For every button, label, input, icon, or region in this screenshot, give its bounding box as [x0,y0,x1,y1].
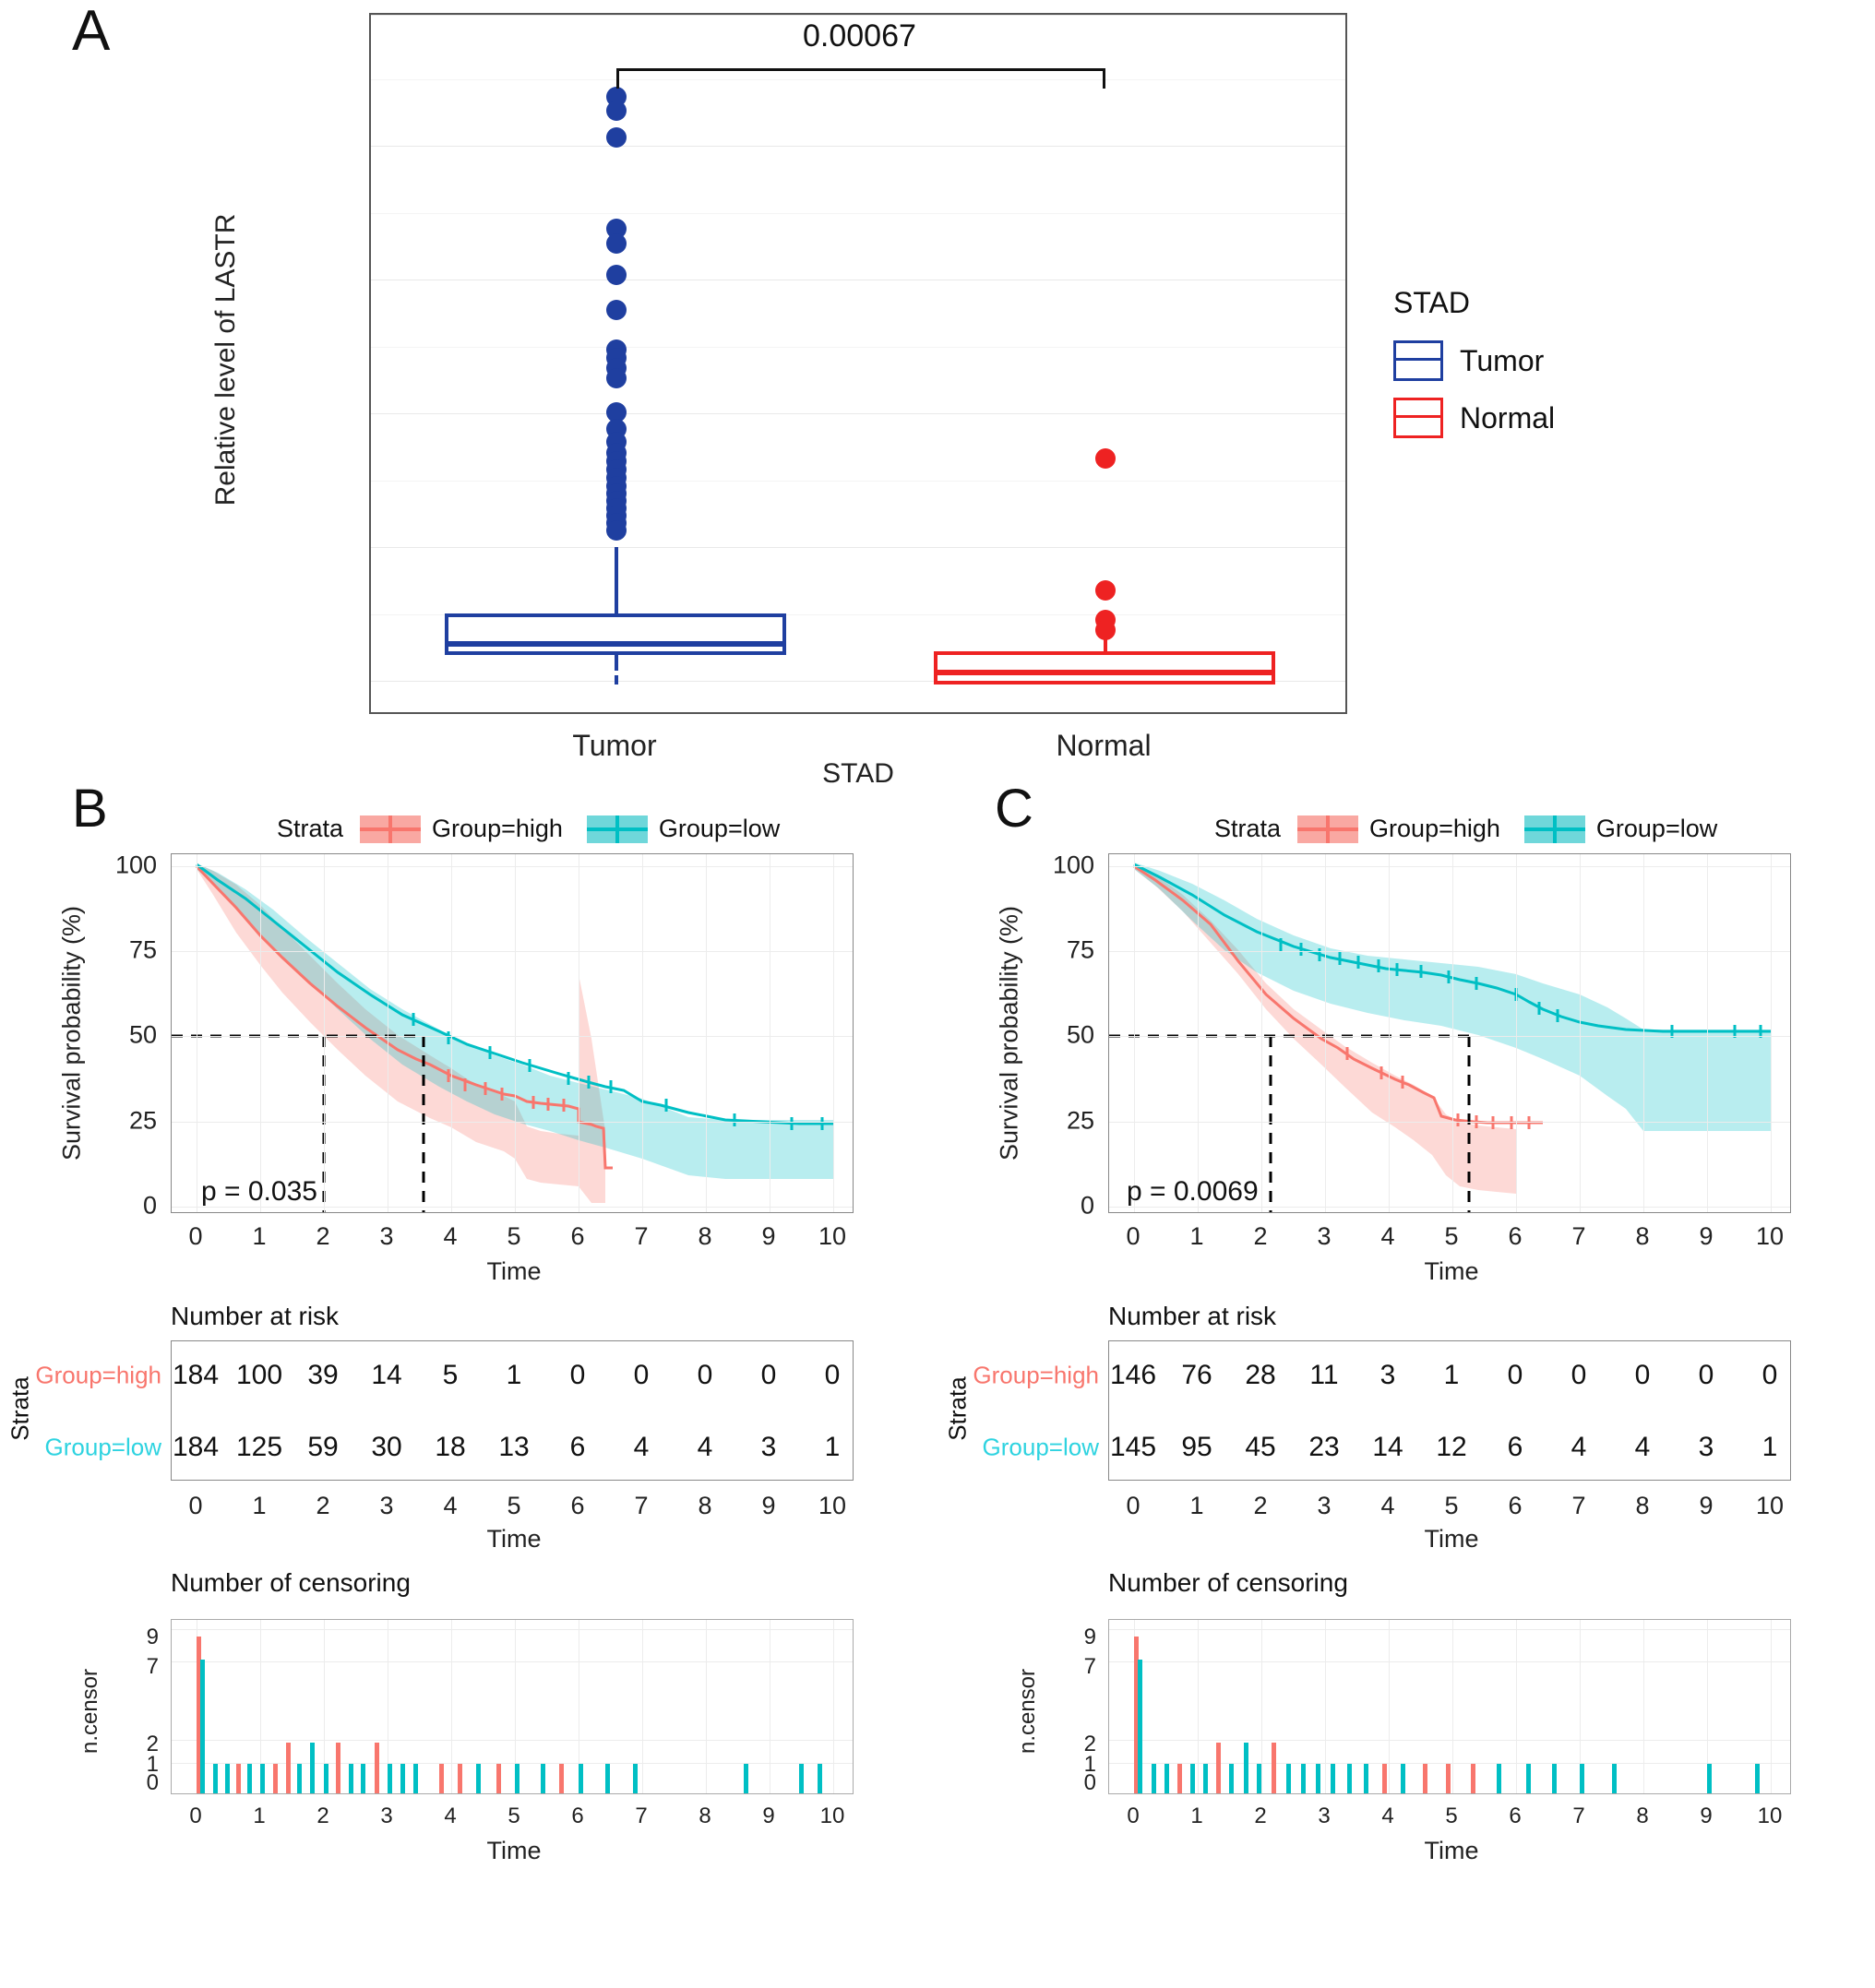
panel-b-risk-xtick-6: 6 [570,1492,585,1519]
panel-c-risk-row-label-low: Group=low [982,1433,1099,1461]
censor-bar [213,1764,218,1793]
panel-b-censor-xtick-5: 5 [508,1803,520,1828]
legend-title: STAD [1393,286,1470,319]
panel-b-survival [0,779,938,1988]
risk-cell: 125 [235,1432,283,1462]
censor-bar [1257,1764,1261,1793]
panel-c-censor-ytick-7: 7 [1083,1654,1096,1679]
panel-b-risk-x-axis-label: Time [486,1525,542,1553]
panel-b-censor-y-axis-label: n.censor [78,1668,102,1755]
panel-c-censor-x-axis-label: Time [1424,1837,1479,1864]
panel-c-risk-xtick-9: 9 [1699,1492,1714,1519]
panel-b-censoring-title: Number of censoring [171,1568,411,1597]
censor-bar [200,1660,205,1793]
panel-b-censoring-plot [171,1619,854,1794]
panel-b-curves [172,854,853,1212]
censor-bar [1331,1764,1335,1793]
legend-item-group-low[interactable] [587,815,780,843]
panel-a-plot-area [369,13,1347,714]
normal-median-line [934,670,1275,675]
censor-bar [633,1764,638,1793]
risk-cell: 184 [172,1432,220,1462]
risk-cell: 23 [1308,1432,1340,1462]
tumor-outlier [606,368,627,388]
panel-c-censoring-plot [1108,1619,1791,1794]
panel-c-xtick-0: 0 [1126,1222,1141,1250]
legend-item-normal[interactable] [1393,398,1555,438]
panel-c-risk-xtick-5: 5 [1444,1492,1459,1519]
legend-key-normal-icon [1393,398,1443,438]
panel-b-risk-xtick-0: 0 [188,1492,203,1519]
panel-b-risk-xtick-8: 8 [698,1492,712,1519]
panel-c-ytick-75: 75 [1066,935,1094,964]
tumor-outlier [606,233,627,254]
censor-bar [1526,1764,1531,1793]
censor-bar [559,1764,564,1793]
panel-b-censor-ytick-7: 7 [146,1654,159,1679]
censor-bar [1497,1764,1501,1793]
censor-bar [1216,1743,1221,1793]
panel-c-censor-ytick-1: 1 [1083,1752,1096,1777]
legend-label-normal: Normal [1460,400,1556,435]
panel-c-x-axis-label: Time [1424,1257,1479,1285]
panel-a-boxplot [0,0,1875,789]
panel-b-y-axis-label: Survival probability (%) [57,905,86,1161]
censor-bar [1446,1764,1451,1793]
panel-b-censor-ytick-2: 2 [146,1732,159,1756]
censor-bar [1229,1764,1234,1793]
censor-bar [1177,1764,1182,1793]
risk-cell: 76 [1181,1360,1212,1390]
risk-cell: 0 [569,1360,586,1390]
risk-cell: 39 [307,1360,339,1390]
risk-cell: 4 [1570,1432,1587,1462]
censor-bar [1272,1743,1276,1793]
panel-c-legend [1214,815,1741,843]
panel-a-y-axis-label: Relative level of LASTR [210,213,241,506]
panel-b-xtick-0: 0 [188,1222,203,1250]
panel-c-censor-xtick-7: 7 [1572,1803,1585,1828]
panel-b-pvalue: p = 0.035 [201,1176,317,1207]
panel-b-plot-area [171,853,854,1213]
risk-cell: 30 [371,1432,402,1462]
legend-key-high-icon [1297,815,1358,843]
censor-bar [1471,1764,1475,1793]
panel-b-risk-row-label-high: Group=high [35,1361,161,1389]
tumor-box [445,613,786,655]
panel-b-censor-xtick-8: 8 [699,1803,711,1828]
panel-c-curves [1109,854,1790,1212]
normal-box [934,651,1275,684]
panel-c-plot-area [1108,853,1791,1213]
panel-c-ytick-50: 50 [1066,1020,1094,1049]
risk-cell: 5 [442,1360,459,1390]
panel-c-pvalue: p = 0.0069 [1127,1176,1259,1207]
panel-b-censor-xtick-2: 2 [316,1803,329,1828]
panel-b-risk-row-label-low: Group=low [44,1433,161,1461]
panel-c-risk-xtick-0: 0 [1126,1492,1141,1519]
panel-b-xtick-10: 10 [818,1222,847,1250]
panel-c-risk-xtick-8: 8 [1635,1492,1650,1519]
panel-c-xtick-7: 7 [1571,1222,1586,1250]
panel-c-xtick-2: 2 [1253,1222,1268,1250]
censor-bar [336,1743,340,1793]
panel-b-risk-xtick-2: 2 [316,1492,330,1519]
panel-c-risk-xtick-10: 10 [1755,1492,1785,1519]
censor-bar [1707,1764,1712,1793]
normal-outlier [1095,580,1116,601]
censor-bar [286,1743,291,1793]
censor-bar [1755,1764,1760,1793]
panel-b-x-axis-label: Time [486,1257,542,1285]
risk-cell: 13 [498,1432,530,1462]
legend-item-group-low[interactable] [1524,815,1717,843]
risk-cell: 4 [697,1432,713,1462]
censor-bar [439,1764,444,1793]
panel-c-risk-x-axis-label: Time [1424,1525,1479,1553]
legend-label-group-low: Group=low [1595,815,1718,842]
legend-key-high-icon [360,815,421,843]
risk-cell: 146 [1109,1360,1157,1390]
panel-c-xtick-5: 5 [1444,1222,1459,1250]
panel-b-ytick-100: 100 [114,851,157,879]
censor-bar [1364,1764,1368,1793]
risk-cell: 100 [235,1360,283,1390]
censor-bar [1580,1764,1584,1793]
panel-c-xtick-6: 6 [1508,1222,1523,1250]
panel-c-risk-xtick-7: 7 [1571,1492,1586,1519]
panel-b-xtick-7: 7 [634,1222,649,1250]
tumor-median-line [445,641,786,647]
risk-cell: 0 [824,1360,841,1390]
significance-bracket-right-tick [1103,68,1105,89]
normal-outlier [1095,448,1116,469]
panel-c-xtick-3: 3 [1317,1222,1332,1250]
censor-bar [361,1764,365,1793]
significance-bracket [616,68,1105,71]
censor-bar [400,1764,405,1793]
panel-c-risk-axis-label: Strata [943,1376,972,1441]
risk-cell: 0 [1762,1360,1778,1390]
risk-cell: 1 [824,1432,841,1462]
risk-cell: 3 [760,1432,777,1462]
panel-c-xtick-8: 8 [1635,1222,1650,1250]
censor-bar [1612,1764,1617,1793]
panel-c-censor-xtick-9: 9 [1700,1803,1713,1828]
panel-b-censor-xtick-1: 1 [253,1803,266,1828]
censor-bar [1286,1764,1291,1793]
risk-cell: 184 [172,1360,220,1390]
risk-cell: 4 [1634,1432,1651,1462]
panel-b-ytick-75: 75 [128,935,157,964]
censor-bar [496,1764,501,1793]
panel-b-legend [277,815,804,843]
censor-bar [1401,1764,1405,1793]
panel-b-censor-xtick-4: 4 [444,1803,457,1828]
panel-a-letter: A [72,0,111,63]
panel-b-xtick-3: 3 [379,1222,394,1250]
panel-c-censor-xtick-5: 5 [1445,1803,1458,1828]
panel-b-censor-ytick-0: 0 [146,1770,159,1795]
panel-b-censor-xtick-0: 0 [189,1803,202,1828]
panel-b-censor-x-axis-label: Time [486,1837,542,1864]
risk-cell: 45 [1245,1432,1276,1462]
panel-b-risk-xtick-3: 3 [379,1492,394,1519]
legend-label-group-high: Group=high [432,815,563,842]
censor-bar [458,1764,462,1793]
panel-c-y-axis-label: Survival probability (%) [995,905,1023,1161]
panel-b-risk-xtick-7: 7 [634,1492,649,1519]
risk-cell: 6 [1507,1432,1523,1462]
panel-b-censor-xtick-3: 3 [380,1803,393,1828]
tumor-whisker-lower [615,675,618,684]
panel-b-risk-xtick-1: 1 [252,1492,267,1519]
risk-cell: 6 [569,1432,586,1462]
censor-bar [1164,1764,1169,1793]
panel-a-x-axis-label: STAD [822,758,894,789]
panel-c-censor-y-axis-label: n.censor [1015,1668,1040,1755]
censor-bar [799,1764,804,1793]
risk-cell: 0 [1634,1360,1651,1390]
censor-bar [349,1764,353,1793]
censor-bar [476,1764,481,1793]
censor-bar [273,1764,278,1793]
risk-cell: 0 [1507,1360,1523,1390]
panel-b-risk-xtick-10: 10 [818,1492,847,1519]
panel-b-xtick-5: 5 [507,1222,521,1250]
censor-bar [541,1764,545,1793]
panel-b-ytick-50: 50 [128,1020,157,1049]
panel-c-risk-xtick-2: 2 [1253,1492,1268,1519]
panel-c-xtick-9: 9 [1699,1222,1714,1250]
panel-b-risk-title: Number at risk [171,1302,340,1330]
panel-b-censor-xtick-6: 6 [571,1803,584,1828]
risk-cell: 28 [1245,1360,1276,1390]
panel-b-censor-xtick-7: 7 [635,1803,648,1828]
panel-a-legend [1393,286,1555,455]
panel-c-survival [938,779,1875,1988]
censor-bar [1152,1764,1156,1793]
panel-c-risk-xtick-3: 3 [1317,1492,1332,1519]
significance-bracket-left-tick [616,68,619,89]
panel-b-xtick-2: 2 [316,1222,330,1250]
censor-bar [375,1743,379,1793]
legend-label-tumor: Tumor [1460,343,1545,377]
risk-cell: 95 [1181,1432,1212,1462]
censor-bar [1301,1764,1306,1793]
risk-cell: 59 [307,1432,339,1462]
risk-cell: 0 [697,1360,713,1390]
panel-b-ytick-0: 0 [142,1191,157,1220]
risk-cell: 14 [1372,1432,1403,1462]
panel-a-xtick-normal: Normal [1056,729,1152,762]
tumor-outlier [606,265,627,285]
panel-c-censor-ytick-0: 0 [1083,1770,1096,1795]
censor-bar [1552,1764,1557,1793]
panel-c-risk-xtick-1: 1 [1189,1492,1204,1519]
censor-bar [1190,1764,1195,1793]
panel-b-censor-xtick-10: 10 [819,1803,845,1828]
panel-c-censor-xtick-4: 4 [1381,1803,1394,1828]
panel-a-xtick-tumor: Tumor [572,729,657,762]
panel-c-censor-xtick-6: 6 [1509,1803,1522,1828]
panel-c-risk-xtick-4: 4 [1380,1492,1395,1519]
panel-b-censor-ytick-9: 9 [146,1625,159,1649]
risk-cell: 0 [760,1360,777,1390]
censor-bar [818,1764,822,1793]
censor-bar [324,1764,328,1793]
censor-bar [605,1764,610,1793]
risk-cell: 0 [1570,1360,1587,1390]
panel-b-risk-xtick-4: 4 [443,1492,458,1519]
legend-key-low-icon [587,815,648,843]
tumor-outlier [606,300,627,320]
panel-b-risk-xtick-5: 5 [507,1492,521,1519]
legend-key-low-icon [1524,815,1585,843]
censor-bar [260,1764,265,1793]
tumor-outlier [606,127,627,148]
panel-c-censor-xtick-1: 1 [1190,1803,1203,1828]
risk-cell: 18 [435,1432,466,1462]
panel-c-censor-ytick-9: 9 [1083,1625,1096,1649]
panel-c-ytick-0: 0 [1080,1191,1094,1220]
panel-c-risk-xtick-6: 6 [1508,1492,1523,1519]
panel-c-censor-xtick-3: 3 [1318,1803,1331,1828]
legend-label-group-high: Group=high [1369,815,1500,842]
censor-bar [744,1764,748,1793]
censor-bar [1316,1764,1320,1793]
censor-bar [1203,1764,1208,1793]
panel-c-censoring-title: Number of censoring [1108,1568,1348,1597]
panel-b-xtick-1: 1 [252,1222,267,1250]
panel-a-pvalue: 0.00067 [803,18,916,54]
panel-c-censor-xtick-8: 8 [1636,1803,1649,1828]
panel-c-xtick-1: 1 [1189,1222,1204,1250]
legend-label-group-low: Group=low [658,815,781,842]
tumor-outlier [606,520,627,541]
legend-item-group-high[interactable] [360,815,563,843]
panel-c-ytick-100: 100 [1052,851,1094,879]
censor-bar [1423,1764,1427,1793]
risk-cell: 0 [1698,1360,1714,1390]
panel-c-xtick-10: 10 [1755,1222,1785,1250]
legend-key-tumor-icon [1393,340,1443,381]
censor-bar [1347,1764,1352,1793]
normal-outlier [1095,620,1116,640]
censor-bar [579,1764,583,1793]
panel-b-risk-xtick-9: 9 [761,1492,776,1519]
legend-strata-label: Strata [277,815,344,842]
panel-c-letter: C [995,779,1033,839]
legend-strata-label: Strata [1214,815,1282,842]
panel-c-risk-title: Number at risk [1108,1302,1277,1330]
panel-b-letter: B [72,779,108,839]
risk-cell: 11 [1309,1360,1339,1390]
censor-bar [310,1743,315,1793]
panel-c-censor-ytick-2: 2 [1083,1732,1096,1756]
panel-c-xtick-4: 4 [1380,1222,1395,1250]
risk-cell: 0 [633,1360,650,1390]
risk-cell: 3 [1698,1432,1714,1462]
censor-bar [236,1764,241,1793]
panel-b-risk-axis-label: Strata [6,1376,34,1441]
censor-bar [247,1764,252,1793]
panel-b-censor-xtick-9: 9 [762,1803,775,1828]
risk-cell: 4 [633,1432,650,1462]
censor-bar [388,1764,392,1793]
panel-c-censor-xtick-10: 10 [1757,1803,1783,1828]
censor-bar [515,1764,520,1793]
panel-c-censor-xtick-2: 2 [1254,1803,1267,1828]
risk-cell: 1 [506,1360,522,1390]
legend-item-tumor[interactable] [1393,340,1555,381]
panel-b-xtick-9: 9 [761,1222,776,1250]
legend-item-group-high[interactable] [1297,815,1500,843]
risk-cell: 1 [1443,1360,1460,1390]
risk-cell: 12 [1436,1432,1467,1462]
censor-bar [413,1764,418,1793]
panel-b-ytick-25: 25 [128,1106,157,1135]
risk-cell: 1 [1762,1432,1778,1462]
panel-b-xtick-4: 4 [443,1222,458,1250]
tumor-outlier [606,101,627,121]
panel-b-xtick-8: 8 [698,1222,712,1250]
panel-b-xtick-6: 6 [570,1222,585,1250]
risk-cell: 145 [1109,1432,1157,1462]
panel-b-censor-ytick-1: 1 [146,1752,159,1777]
panel-c-ytick-25: 25 [1066,1106,1094,1135]
censor-bar [1138,1660,1142,1793]
risk-cell: 3 [1379,1360,1396,1390]
censor-bar [297,1764,302,1793]
panel-c-risk-row-label-high: Group=high [973,1361,1099,1389]
panel-c-censor-xtick-0: 0 [1127,1803,1140,1828]
censor-bar [225,1764,230,1793]
censor-bar [1382,1764,1387,1793]
censor-bar [1244,1743,1248,1793]
risk-cell: 14 [371,1360,402,1390]
